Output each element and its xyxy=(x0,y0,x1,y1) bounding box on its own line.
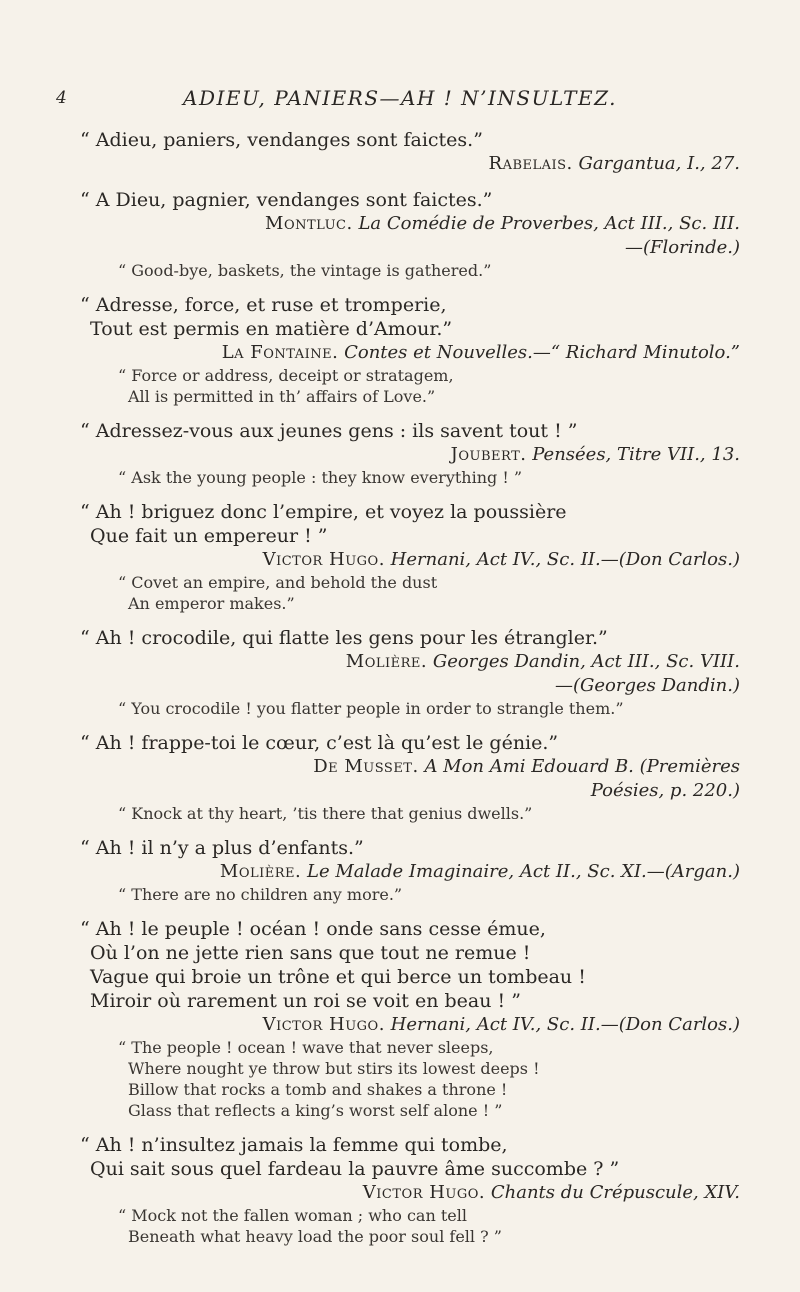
translation-line: “ Ask the young people : they know everything ! ” xyxy=(118,468,523,487)
citation xyxy=(80,650,740,674)
citation-author: Molière. xyxy=(219,861,302,882)
citation xyxy=(80,1013,740,1037)
running-head: ADIEU, PANIERS—AH ! N’INSULTEZ. xyxy=(183,86,617,110)
quotation-entry xyxy=(80,293,740,407)
citation-author: Joubert. xyxy=(450,444,527,465)
quote-line: “ A Dieu, pagnier, vendanges sont faictes.” xyxy=(80,189,493,211)
quotation-entry xyxy=(80,188,740,281)
quotation-list xyxy=(80,128,740,1259)
quotation-entry xyxy=(80,626,740,719)
citation xyxy=(80,341,740,365)
translation-line: “ Force or address, deceipt or stratagem, xyxy=(118,366,454,385)
citation-continuation: —(Florinde.) xyxy=(625,237,740,258)
quotation-entry xyxy=(80,419,740,488)
quote-line: Qui sait sous quel fardeau la pauvre âme succombe ? ” xyxy=(90,1158,620,1180)
quote-line: “ Ah ! crocodile, qui flatte les gens pour les étrangler.” xyxy=(80,627,608,649)
citation-work: Chants du Crépuscule, XIV. xyxy=(490,1182,740,1203)
translation-line: “ Good-bye, baskets, the vintage is gathered.” xyxy=(118,261,492,280)
translation-line: Where nought ye throw but stirs its lowest deeps ! xyxy=(128,1059,540,1078)
quote-line: “ Ah ! frappe-toi le cœur, c’est là qu’est le génie.” xyxy=(80,732,559,754)
citation-continuation: —(Georges Dandin.) xyxy=(554,675,740,696)
translation-line: Glass that reflects a king’s worst self alone ! ” xyxy=(128,1101,503,1120)
quote-line: “ Ah ! le peuple ! océan ! onde sans cesse émue, xyxy=(80,918,546,940)
quote-line: Miroir où rarement un roi se voit en beau ! ” xyxy=(90,990,521,1012)
citation-work: Contes et Nouvelles.—“ Richard Minutolo.” xyxy=(344,342,740,363)
quote-line: Tout est permis en matière d’Amour.” xyxy=(90,318,453,340)
quote-line: “ Adieu, paniers, vendanges sont faictes.” xyxy=(80,129,483,151)
citation-work: Pensées, Titre VII., 13. xyxy=(532,444,740,465)
citation-work: Hernani, Act IV., Sc. II.—(Don Carlos.) xyxy=(390,1014,740,1035)
citation xyxy=(80,860,740,884)
citation xyxy=(80,755,740,779)
translation-line: Beneath what heavy load the poor soul fell ? ” xyxy=(128,1227,502,1246)
citation xyxy=(80,212,740,236)
citation xyxy=(80,1181,740,1205)
translation-line: “ Knock at thy heart, ’tis there that genius dwells.” xyxy=(118,804,533,823)
citation-author: Montluc. xyxy=(265,213,353,234)
translation-line: “ Mock not the fallen woman ; who can tell xyxy=(118,1206,467,1225)
citation-work: Hernani, Act IV., Sc. II.—(Don Carlos.) xyxy=(390,549,740,570)
translation-line: Billow that rocks a tomb and shakes a throne ! xyxy=(128,1080,508,1099)
citation xyxy=(80,443,740,467)
quotation-entry xyxy=(80,500,740,614)
citation-work: Le Malade Imaginaire, Act II., Sc. XI.—(Argan.) xyxy=(307,861,740,882)
citation-work: Gargantua, I., 27. xyxy=(578,153,740,174)
quotation-entry xyxy=(80,731,740,824)
translation-line: All is permitted in th’ affairs of Love.” xyxy=(128,387,436,406)
citation-author: Molière. xyxy=(345,651,428,672)
citation xyxy=(80,548,740,572)
quote-line: “ Ah ! n’insultez jamais la femme qui tombe, xyxy=(80,1134,508,1156)
quotation-entry xyxy=(80,917,740,1121)
citation-author: Victor Hugo. xyxy=(362,1182,486,1203)
citation-author: Rabelais. xyxy=(488,153,573,174)
citation-work: Georges Dandin, Act III., Sc. VIII. xyxy=(432,651,740,672)
translation-line: An emperor makes.” xyxy=(128,594,295,613)
citation-author: Victor Hugo. xyxy=(262,549,385,570)
citation-work: La Comédie de Proverbes, Act III., Sc. III. xyxy=(358,213,740,234)
translation-line: “ You crocodile ! you flatter people in order to strangle them.” xyxy=(118,699,624,718)
citation-author: La Fontaine. xyxy=(221,342,339,363)
quote-line: “ Adresse, force, et ruse et tromperie, xyxy=(80,294,447,316)
citation-work: A Mon Ami Edouard B. (Premières xyxy=(424,756,740,777)
quote-line: Où l’on ne jette rien sans que tout ne remue ! xyxy=(90,942,531,964)
quotation-entry xyxy=(80,1133,740,1247)
quote-line: Que fait un empereur ! ” xyxy=(90,525,328,547)
quotation-entry xyxy=(80,128,740,176)
page-number: 4 xyxy=(56,88,67,108)
citation-author: De Musset. xyxy=(313,756,419,777)
quote-line: “ Ah ! il n’y a plus d’enfants.” xyxy=(80,837,364,859)
citation-author: Victor Hugo. xyxy=(262,1014,385,1035)
quote-line: “ Ah ! briguez donc l’empire, et voyez la poussière xyxy=(80,501,567,523)
page-header xyxy=(50,86,750,116)
translation-line: “ There are no children any more.” xyxy=(118,885,403,904)
quote-line: “ Adressez-vous aux jeunes gens : ils savent tout ! ” xyxy=(80,420,578,442)
citation xyxy=(80,152,740,176)
quotation-entry xyxy=(80,836,740,905)
translation-line: “ The people ! ocean ! wave that never sleeps, xyxy=(118,1038,494,1057)
citation-continuation: Poésies, p. 220.) xyxy=(590,780,740,801)
translation-line: “ Covet an empire, and behold the dust xyxy=(118,573,438,592)
quote-line: Vague qui broie un trône et qui berce un tombeau ! xyxy=(90,966,586,988)
